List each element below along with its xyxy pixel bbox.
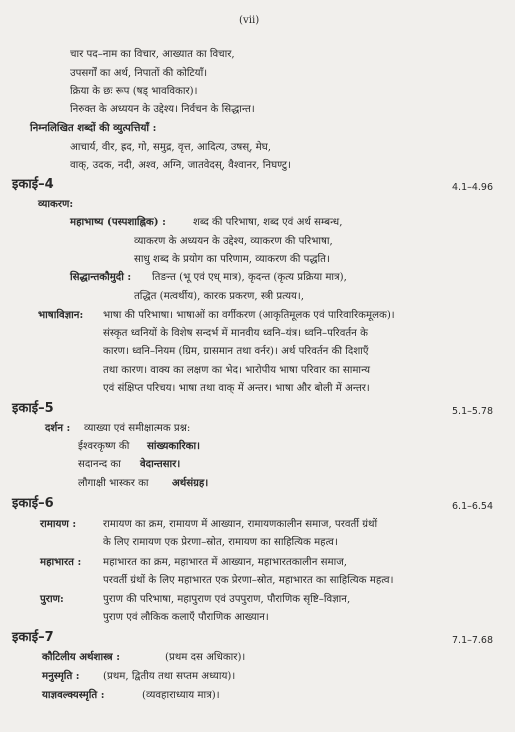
topic-label: मनुस्मृति : (42, 670, 80, 682)
text-line: महाभारत का क्रम, महाभारत में आख्यान, महाभारतकालीन समाज, (103, 557, 348, 568)
section-subheading: निम्नलिखित शब्दों की व्युत्पत्तियाँ : (30, 122, 157, 134)
unit-page-range: 4.1–4.96 (452, 182, 494, 193)
topic-label: पुराण: (40, 593, 64, 605)
topic-label: कौटिलीय अर्थशास्त्र : (42, 651, 120, 663)
text-line: (व्यवहाराध्याय मात्र)। (142, 690, 220, 701)
text-line: एवं संक्षिप्त परिचय। भाषा तथा वाक् में अन्तर। भाषा और बोली में अन्तर। (103, 383, 370, 394)
text-line: ईश्वरकृष्ण की (78, 441, 130, 452)
topic-heading: व्याकरण: (38, 198, 74, 210)
text-line: सदानन्द का (78, 459, 121, 470)
text-line: कारण। ध्वनि–नियम (ग्रिम, ग्रासमान तथा वर्नर)। अर्थ परिवर्तन की दिशाएँ (103, 346, 369, 357)
text-line: उपसर्गों का अर्थ, निपातों की कोटियाँ। (70, 68, 208, 79)
unit-heading: इकाई–7 (12, 630, 54, 645)
text-line: पुराण की परिभाषा, महापुराण एवं उपपुराण, पौराणिक सृष्टि–विज्ञान, (103, 594, 351, 605)
topic-label: भाषाविज्ञान: (38, 309, 84, 321)
unit-heading: इकाई–5 (12, 401, 54, 416)
topic-label: महाभाष्य (पस्पशाह्निक) : (70, 216, 166, 228)
text-emphasis: सांख्यकारिका। (147, 440, 200, 452)
text-line: आचार्य, वीर, ह्रद, गो, समुद्र, वृत्त, आदित्य, उषस्, मेघ, (70, 142, 272, 153)
topic-label: रामायण : (40, 518, 77, 530)
text-line: व्याकरण के अध्ययन के उद्देश्य, व्याकरण की परिभाषा, (134, 236, 333, 247)
text-line: के लिए रामायण एक प्रेरणा–स्रोत, रामायण का साहित्यिक महत्व। (103, 537, 338, 548)
text-emphasis: अर्थसंग्रह। (172, 477, 209, 489)
text-line: निरुक्त के अध्ययन के उद्देश्य। निर्वचन के सिद्धान्त। (70, 104, 255, 115)
text-line: तथा कारण। वाक्य का लक्षण का भेद। भारोपीय भाषा परिवार का सामान्य (103, 365, 370, 376)
text-line: साधु शब्द के प्रयोग का परिणाम, व्याकरण की पद्धति। (134, 254, 330, 265)
unit-heading: इकाई–4 (12, 177, 54, 192)
text-line: भाषा की परिभाषा। भाषाओं का वर्गीकरण (आकृतिमूलक एवं पारिवारिकमूलक)। (103, 310, 395, 321)
text-line: संस्कृत ध्वनियों के विशेष सन्दर्भ में मानवीय ध्वनि–यंत्र। ध्वनि–परिवर्तन के (103, 328, 368, 339)
topic-label: महाभारत : (40, 556, 82, 568)
text-line: (प्रथम, द्वितीय तथा सप्तम अध्याय)। (103, 671, 236, 682)
topic-label: सिद्धान्तकौमुदी : (70, 271, 132, 283)
unit-page-range: 7.1–7.68 (452, 635, 494, 646)
text-line: तिङन्त (भू एवं एध् मात्र), कृदन्त (कृत्य प्रक्रिया मात्र), (152, 272, 347, 283)
unit-heading: इकाई–6 (12, 496, 54, 511)
text-line: रामायण का क्रम, रामायण में आख्यान, रामायणकालीन समाज, परवर्ती ग्रंथों (103, 519, 378, 530)
unit-page-range: 6.1–6.54 (452, 501, 494, 512)
text-line: तद्धित (मत्वर्थीय), कारक प्रकरण, स्त्री प्रत्यय।, (134, 291, 305, 302)
text-emphasis: वेदान्तसार। (140, 458, 181, 470)
text-line: (प्रथम दस अधिकार)। (165, 652, 246, 663)
topic-label: दर्शन : (45, 422, 71, 434)
text-line: परवर्ती ग्रंथों के लिए महाभारत एक प्रेरणा–स्रोत, महाभारत का साहित्यिक महत्व। (103, 575, 394, 586)
text-line: शब्द की परिभाषा, शब्द एवं अर्थ सम्बन्ध, (193, 217, 343, 228)
text-line: चार पद–नाम का विचार, आख्यात का विचार, (70, 49, 235, 60)
unit-page-range: 5.1–5.78 (452, 406, 494, 417)
page-number: (vii) (239, 15, 260, 26)
text-line: पुराण एवं लौकिक कलाएँ पौराणिक आख्यान। (103, 612, 269, 623)
text-line: लौगाक्षी भास्कर का (78, 478, 149, 489)
text-line: वाक्, उदक, नदी, अश्व, अग्नि, जातवेदस्, वैश्वानर, निघण्टु। (70, 160, 291, 171)
text-line: क्रिया के छः रूप (षड् भावविकार)। (70, 86, 198, 97)
text-line: व्याख्या एवं समीक्षात्मक प्रश्न: (84, 423, 191, 434)
topic-label: याज्ञवल्क्यस्मृति : (42, 689, 105, 701)
